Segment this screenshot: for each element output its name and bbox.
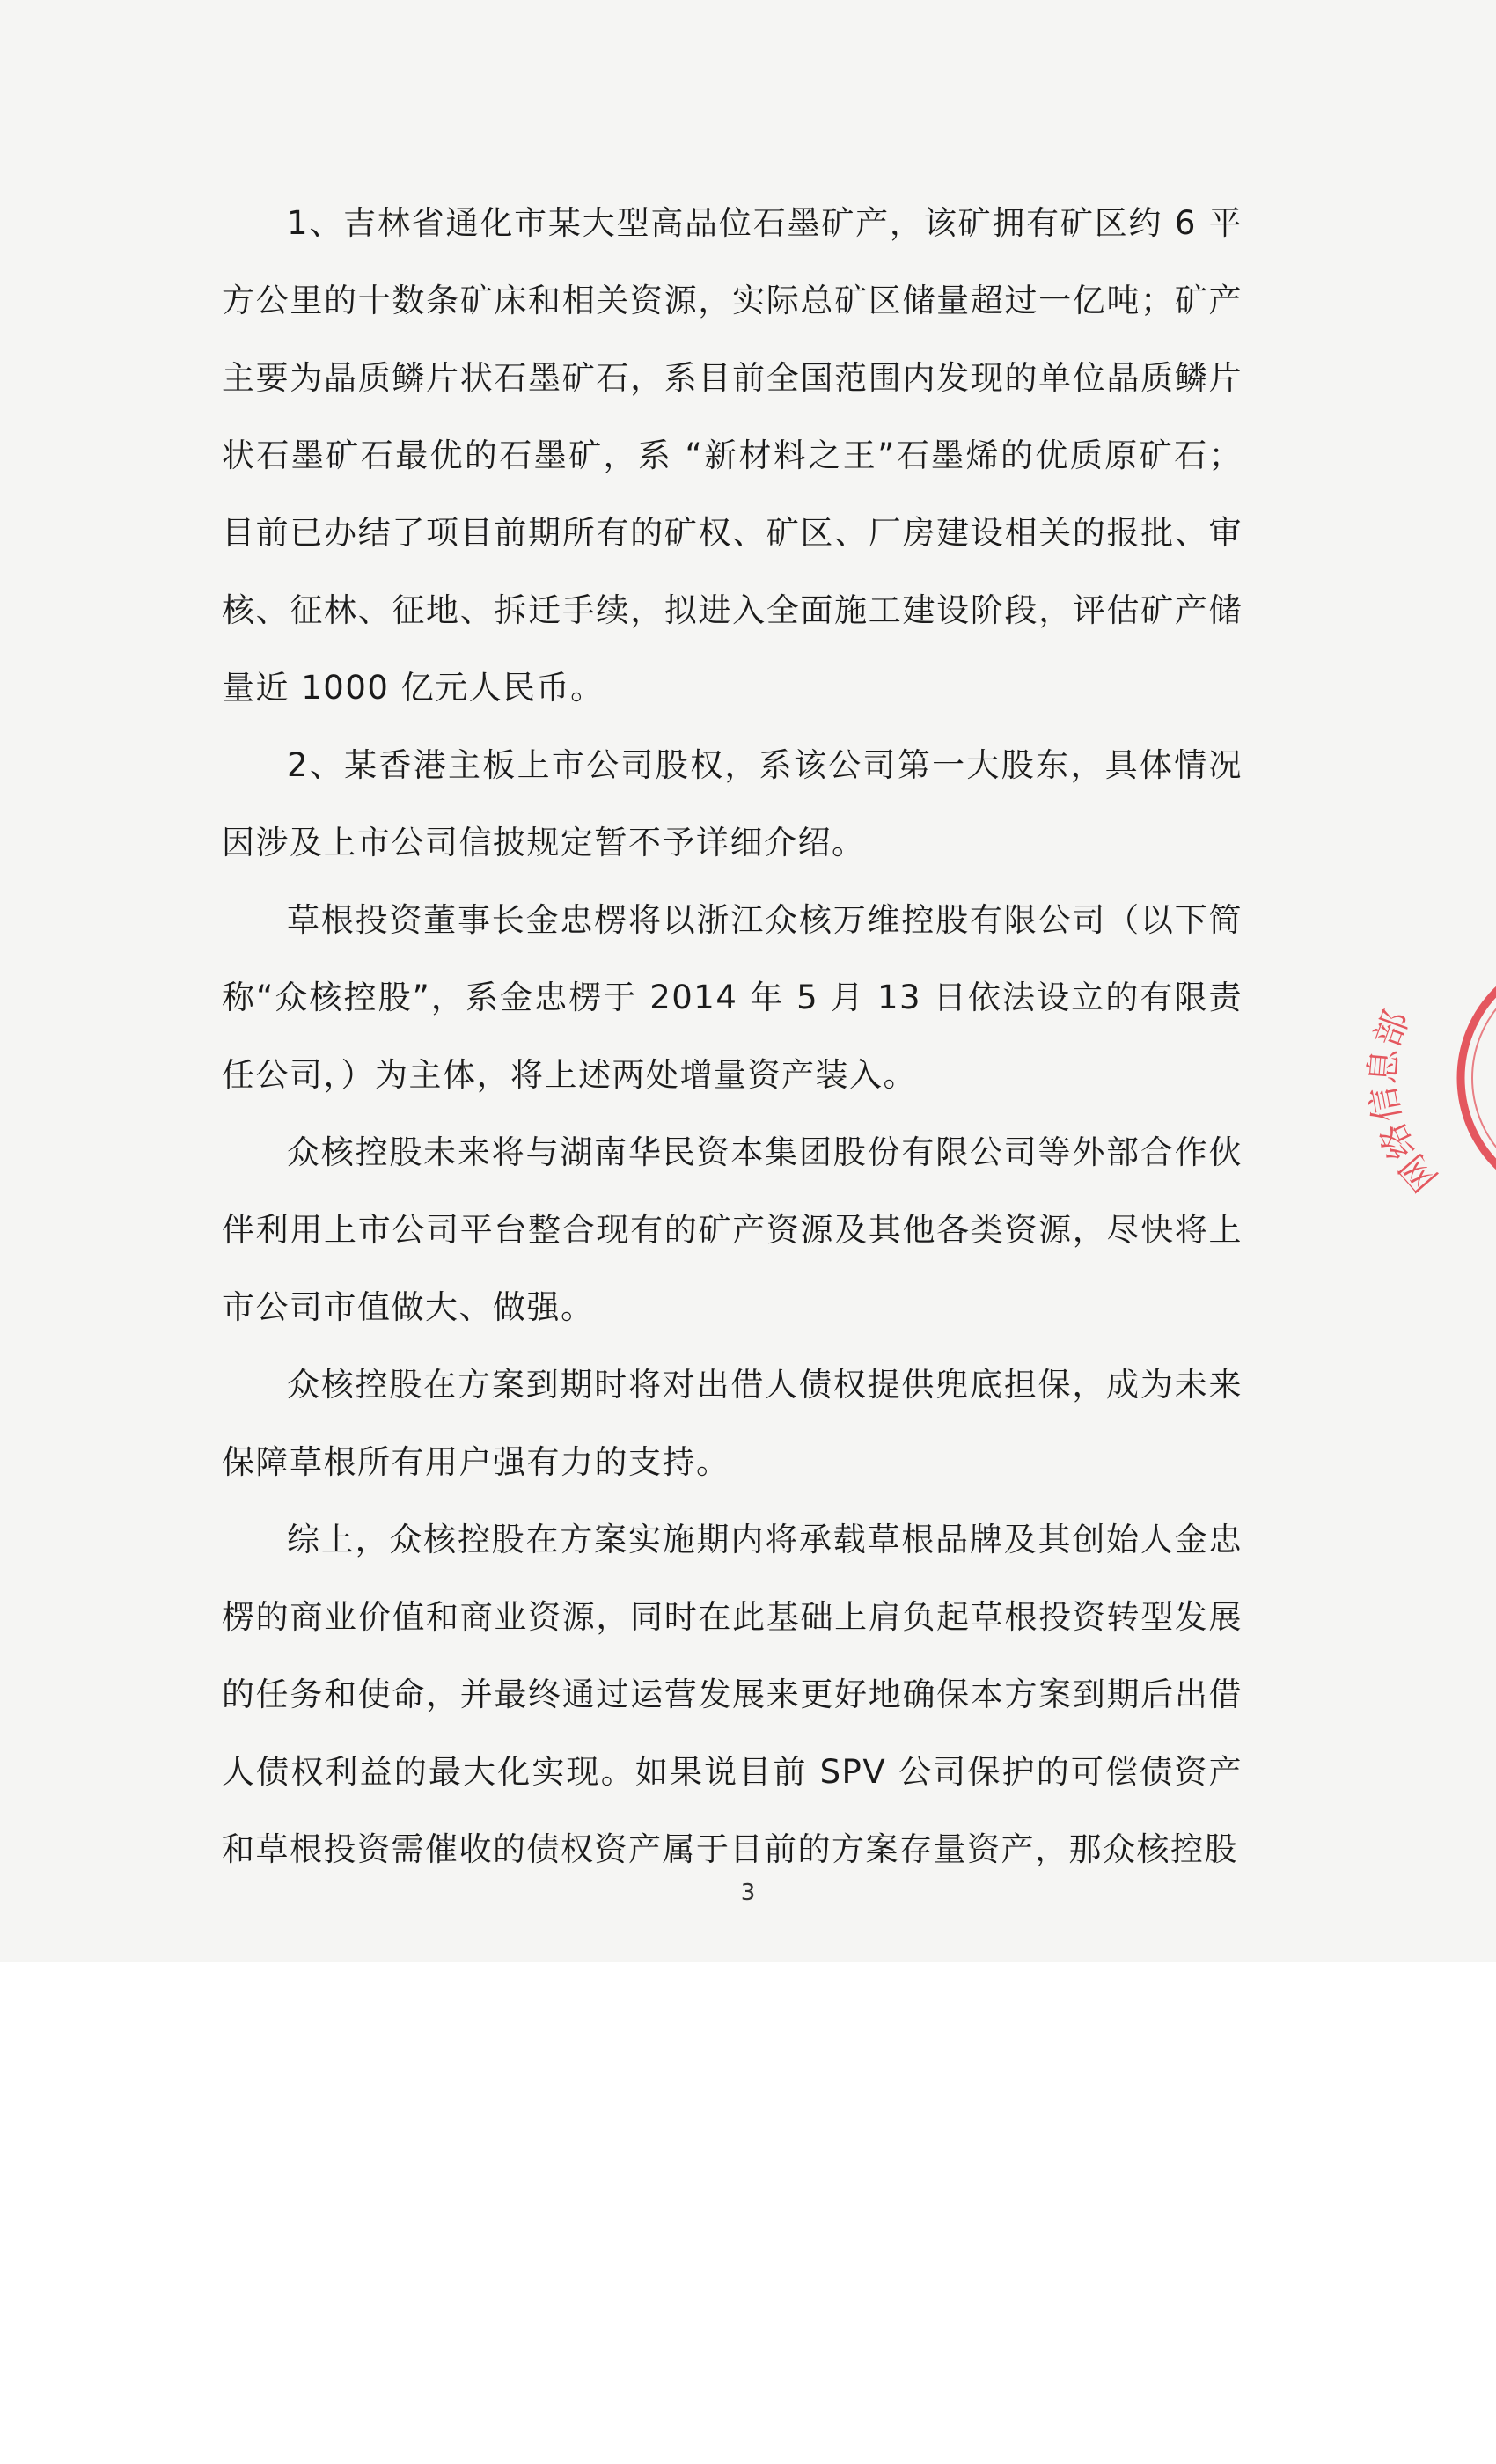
paragraph-3: 草根投资董事长金忠楞将以浙江众核万维控股有限公司（以下简称“众核控股”，系金忠楞于 2014 年 5 月 13 日依法设立的有限责任公司，）为主体，将上述两处增量资产装入。 — [222, 901, 1243, 1094]
red-seal-stamp — [1362, 933, 1496, 1223]
stamp-ring — [1461, 955, 1496, 1201]
paragraph-4: 众核控股未来将与湖南华民资本集团股份有限公司等外部合作伙伴利用上市公司平台整合现有的矿产资源及其他各类资源，尽快将上市公司市值做大、做强。 — [222, 1133, 1243, 1326]
paragraph-6: 综上，众核控股在方案实施期内将承载草根品牌及其创始人金忠楞的商业价值和商业资源，同时在此基础上肩负起草根投资转型发展的任务和使命，并最终通过运营发展来更好地确保本方案到期后出借人债权利益的最大化实现。如果说目前 SPV 公司保护的可偿债资产和草根投资需催收的债权资产属于目前的方案存量资产，那众核控股 — [222, 1521, 1243, 1868]
page-number: 3 — [740, 1880, 756, 1906]
document-body — [222, 185, 1243, 1888]
stamp-text: 网络信息部 — [1362, 1005, 1447, 1199]
paragraph-5: 众核控股在方案到期时将对出借人债权提供兜底担保，成为未来保障草根所有用户强有力的支持。 — [222, 1366, 1243, 1481]
paragraph-2: 2、某香港主板上市公司股权，系该公司第一大股东，具体情况因涉及上市公司信披规定暂不予详细介绍。 — [222, 746, 1243, 862]
paragraph-1: 1、吉林省通化市某大型高品位石墨矿产，该矿拥有矿区约 6 平方公里的十数条矿床和相关资源，实际总矿区储量超过一亿吨；矿产主要为晶质鳞片状石墨矿石，系目前全国范围内发现的单位晶质鳞片状石墨矿石最优的石墨矿，系 “新材料之王”石墨烯的优质原矿石；目前已办结了项目前期所有的矿权、矿区、厂房建设相关的报批、审核、征林、征地、拆迁手续，拟进入全面施工建设阶段，评估矿产储量近 1000 亿元人民币。 — [222, 204, 1243, 707]
